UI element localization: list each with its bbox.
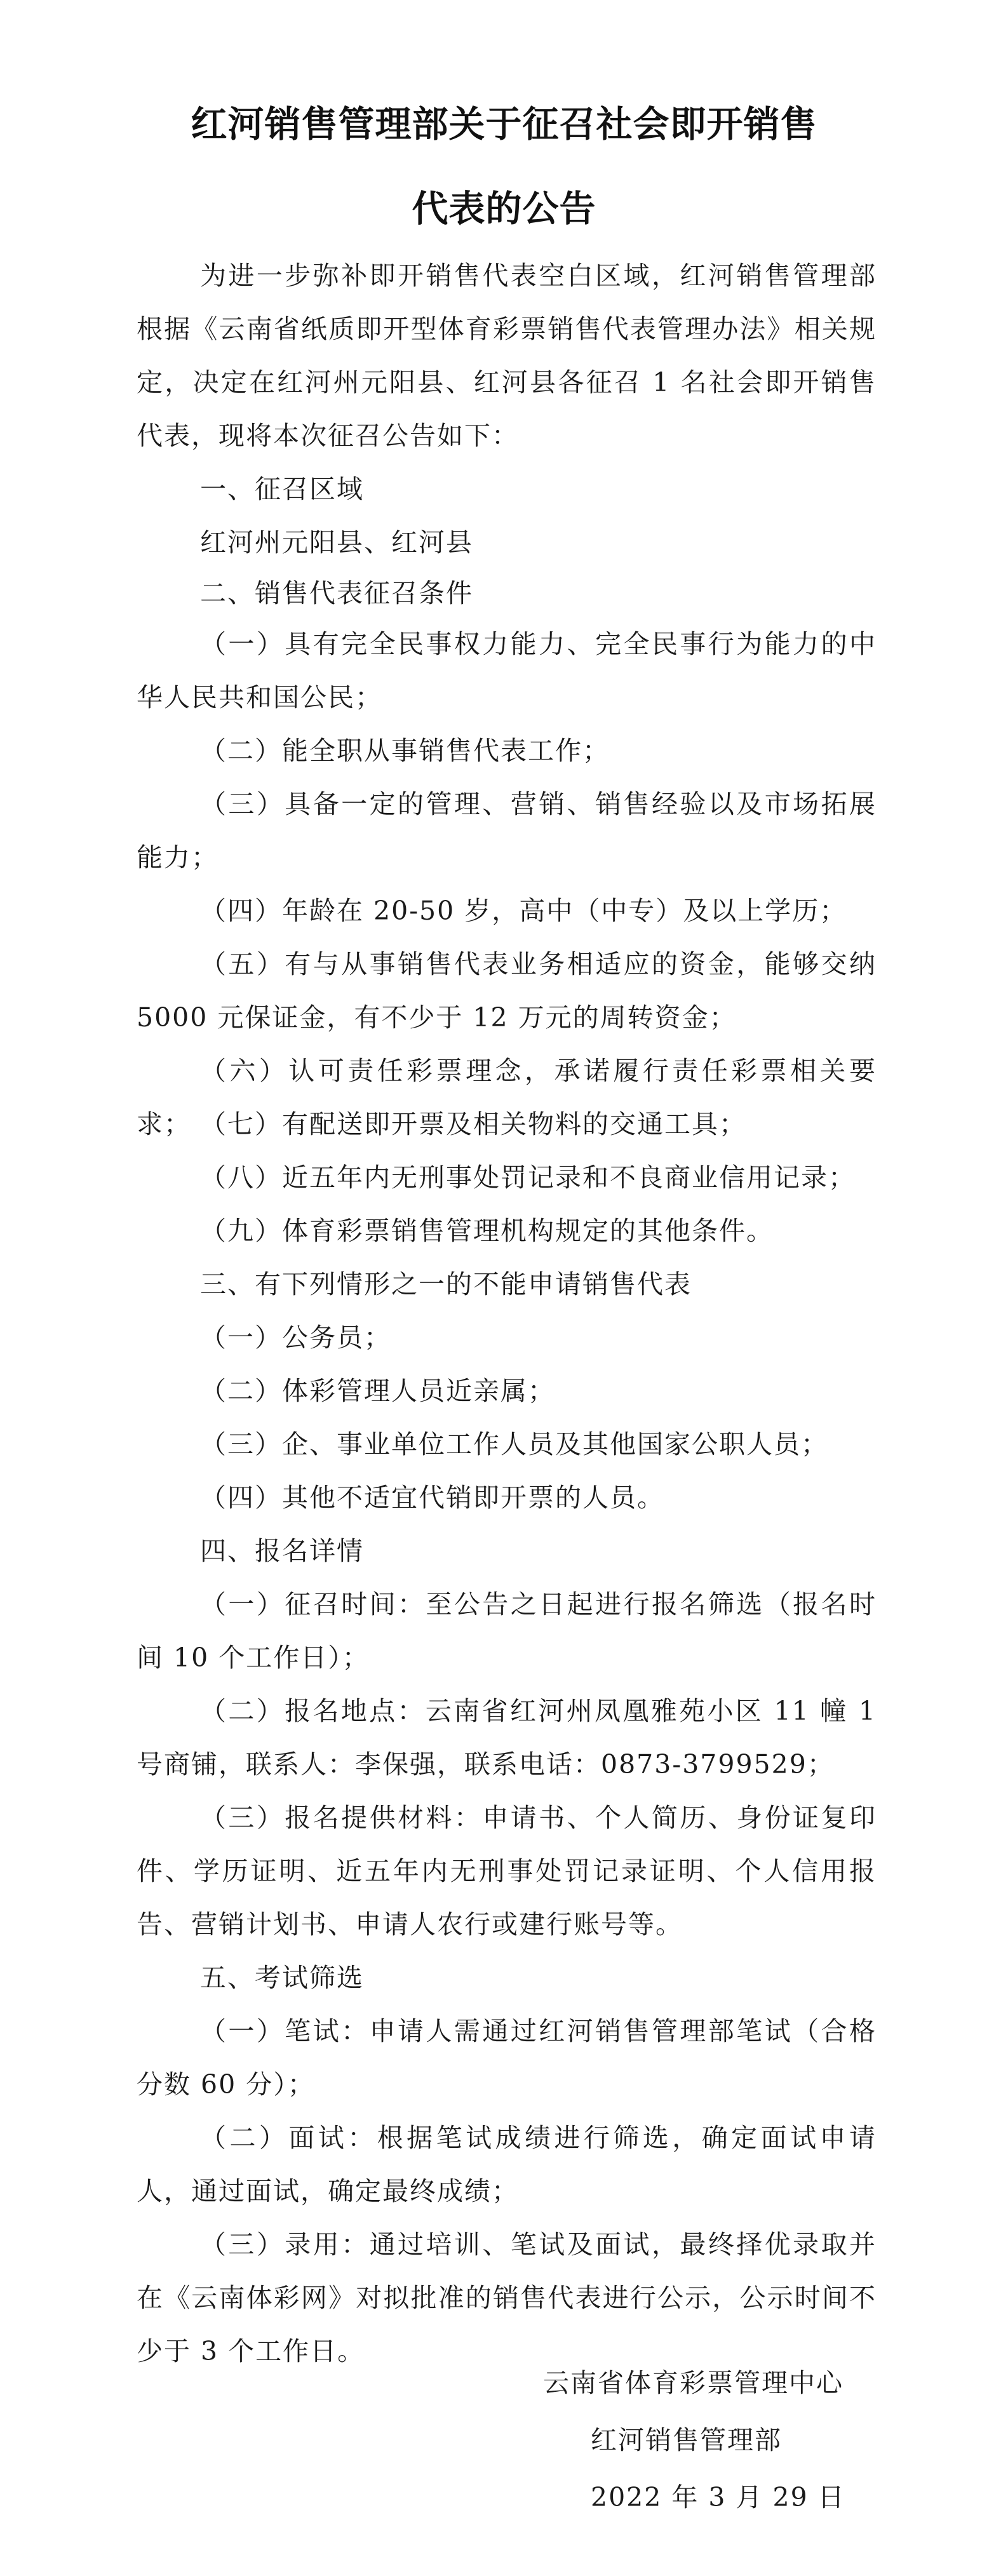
section-3-item-3: （三）企、事业单位工作人员及其他国家公职人员； <box>200 1429 828 1459</box>
signature-org-2: 红河销售管理部 <box>591 2425 782 2455</box>
section-2-item-6: （六）认可责任彩票理念，承诺履行责任彩票相关要求； <box>137 1056 877 1139</box>
section-5-item-3: （三）录用：通过培训、笔试及面试，最终择优录取并在《云南体彩网》对拟批准的销售代表进行公示，公示时间不少于 3 个工作日。 <box>137 2229 877 2366</box>
section-2-heading: 二、销售代表征召条件 <box>200 578 473 608</box>
section-2-item-8: （八）近五年内无刑事处罚记录和不良商业信用记录； <box>200 1162 856 1193</box>
section-1-body: 红河州元阳县、红河县 <box>200 527 473 558</box>
section-1-heading: 一、征召区域 <box>200 474 364 504</box>
section-3-item-1: （一）公务员； <box>200 1322 391 1353</box>
section-4-item-3: （三）报名提供材料：申请书、个人简历、身份证复印件、学历证明、近五年内无刑事处罚记录证明、个人信用报告、营销计划书、申请人农行或建行账号等。 <box>137 1802 877 1940</box>
intro-paragraph: 为进一步弥补即开销售代表空白区域，红河销售管理部根据《云南省纸质即开型体育彩票销售代表管理办法》相关规定，决定在红河州元阳县、红河县各征召 1 名社会即开销售代表，现将本次征召公告如下： <box>137 260 877 451</box>
section-4-item-2: （二）报名地点：云南省红河州凤凰雅苑小区 11 幢 1 号商铺，联系人：李保强，联系电话：0873-3799529； <box>137 1696 877 1780</box>
section-3-item-4: （四）其他不适宜代销即开票的人员。 <box>200 1482 664 1513</box>
section-5-heading: 五、考试筛选 <box>200 1962 364 1993</box>
section-2-item-2: （二）能全职从事销售代表工作； <box>200 735 610 766</box>
section-3-heading: 三、有下列情形之一的不能申请销售代表 <box>200 1269 692 1299</box>
section-2-item-7: （七）有配送即开票及相关物料的交通工具； <box>200 1109 746 1139</box>
signature-date: 2022 年 3 月 29 日 <box>591 2482 845 2512</box>
section-2-item-5: （五）有与从事销售代表业务相适应的资金，能够交纳 5000 元保证金，有不少于 12 万元的周转资金； <box>137 949 877 1033</box>
document-title-line-1: 红河销售管理部关于征召社会即开销售 <box>191 103 817 145</box>
section-2-item-3: （三）具备一定的管理、营销、销售经验以及市场拓展能力； <box>137 789 877 873</box>
document-title-line-2: 代表的公告 <box>412 187 596 230</box>
section-5-item-1: （一）笔试：申请人需通过红河销售管理部笔试（合格分数 60 分）； <box>137 2016 877 2100</box>
section-3-item-2: （二）体彩管理人员近亲属； <box>200 1376 555 1406</box>
section-2-item-9: （九）体育彩票销售管理机构规定的其他条件。 <box>200 1216 774 1246</box>
signature-org-1: 云南省体育彩票管理中心 <box>543 2368 843 2398</box>
section-2-item-1: （一）具有完全民事权力能力、完全民事行为能力的中华人民共和国公民； <box>137 629 877 713</box>
section-4-item-1: （一）征召时间：至公告之日起进行报名筛选（报名时间 10 个工作日）； <box>137 1589 877 1673</box>
section-4-heading: 四、报名详情 <box>200 1536 364 1566</box>
section-5-item-2: （二）面试：根据笔试成绩进行筛选，确定面试申请人，通过面试，确定最终成绩； <box>137 2123 877 2206</box>
section-2-item-4: （四）年龄在 20-50 岁，高中（中专）及以上学历； <box>200 896 847 926</box>
